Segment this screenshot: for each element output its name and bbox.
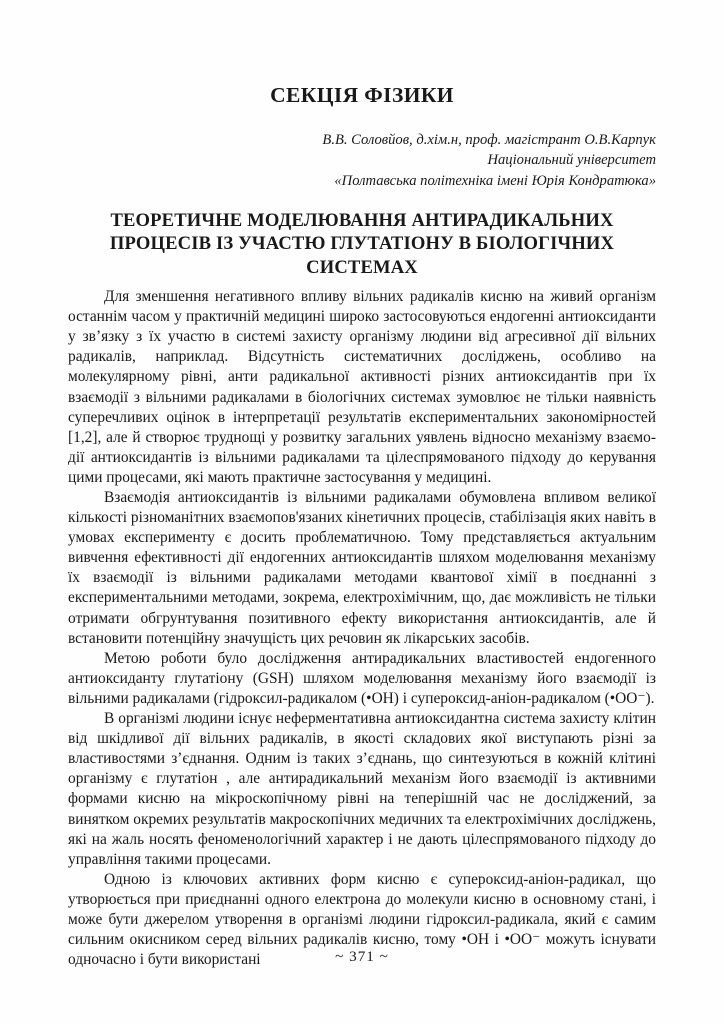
- body-paragraph: В організмі людини існує неферментативна антиоксидантна система захисту клітин від шкідливої дії вільних радикалів, в якості складових якої виступають різні за властивостями з’єднання. Одним із таких з’єднань, що синтезуються в кожній клітині організму є глутатіон , але антирадикальний механізм його взаємодії із активними формами кисню на мікроскопічному рівні на теперішній час не досліджений, за винятком окремих результатів макроскопічних медичних та електрохімічних досліджень, які на жаль носять феноменологічний характер і не дають цілеспрямованого підходу до управління такими процесами.: [68, 710, 656, 868]
- page-number: ~ 371 ~: [335, 948, 389, 965]
- body-paragraph: Одною із ключових активних форм кисню є супероксид-аніон-радикал, що утворюється при приєднанні одного електрона до молекули кисню в основному стані, і може бути джерелом утворення в організмі людини гідроксил-радикала, який є самим сильним окисником серед вільних радикалів кисню, тому •ОН і •ОО⁻ можуть існувати одночасно і бути використані: [68, 870, 656, 969]
- affiliation-line-2: «Полтавська політехніка імені Юрія Кондратюка»: [334, 173, 656, 190]
- author-affiliation-block: [68, 130, 656, 192]
- section-heading: СЕКЦІЯ ФІЗИКИ: [270, 83, 454, 107]
- page-content: [68, 0, 656, 970]
- body-paragraph: Взаємодія антиоксидантів із вільними радикалами обумовлена впливом великої кількості різноманітних взаємопов'язаних кінетичних процесів, стабілізація яких навіть в умовах експерименту є досить проблематичною. Тому представляється актуальним вивчення ефективності дії ендогенних антиоксидантів шляхом моделювання механізму їх взаємодії із вільними радикалами методами квантової хімії в поєднанні з експериментальними методами, зокрема, електрохімічним, що, дає можливість не тільки отримати обгрунтування позитивного ефекту використання антиоксидантів, але й встановити потенційну значущість цих речовин як лікарських засобів.: [68, 489, 656, 647]
- body-paragraph: Метою роботи було дослідження антирадикальних властивостей ендогенного антиоксиданту глутатіону (GSH) шляхом моделювання механізму його взаємодії із вільними радикалами (гідроксил-радикалом (•ОН) і супероксид-аніон-радикалом (•ОО⁻).: [68, 649, 656, 707]
- article-body: [68, 287, 656, 970]
- article-title: ТЕОРЕТИЧНЕ МОДЕЛЮВАННЯ АНТИРАДИКАЛЬНИХ ПРОЦЕСІВ ІЗ УЧАСТЮ ГЛУТАТІОНУ В БІОЛОГІЧНИХ СИСТЕМАХ: [109, 209, 615, 278]
- author-line: В.В. Соловйов, д.хім.н, проф. магістрант О.В.Карпук: [322, 131, 656, 148]
- body-paragraph: Для зменшення негативного впливу вільних радикалів кисню на живий організм останнім часом у практичній медицині широко застосовуються ендогенні антиоксиданти у зв’язку з їх участю в системі захисту організму людини від агресивної дії вільних радикалів, наприклад. Відсутність систематичних досліджень, особливо на молекулярному рівні, анти радикальної активності різних антиоксидантів при їх взаємодії з вільними радикалами в біологічних системах зумовлює не тільки наявність суперечливих оцінок в інтерпретації результатів експериментальних закономірностей [1,2], але й створює труднощі у розвитку загальних уявлень відносно механізму взаємодії антиоксидантів із вільними радикалами та цілеспрямованого підходу до керування цими процесами, які мають практичне застосування у медицині.: [68, 288, 656, 486]
- affiliation-line-1: Національний університет: [487, 152, 656, 169]
